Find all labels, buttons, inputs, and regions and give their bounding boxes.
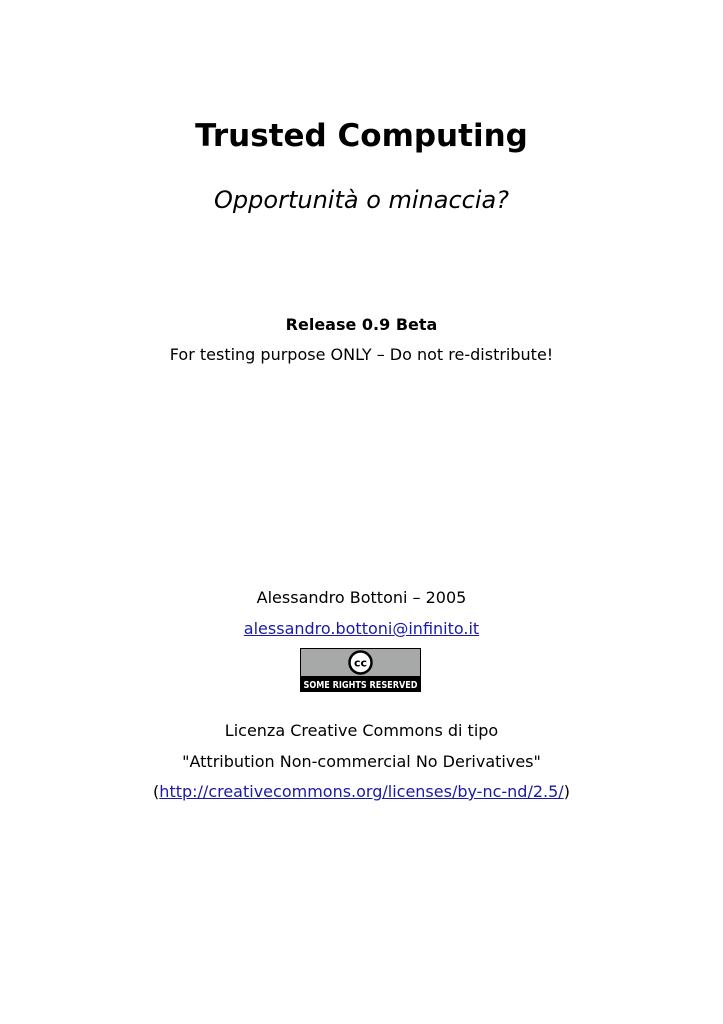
creative-commons-badge[interactable]: [300, 648, 421, 692]
release-label: Release 0.9 Beta: [285, 315, 438, 334]
email-line: [0, 617, 723, 641]
document-title: Trusted Computing: [195, 118, 528, 154]
author-line: Alessandro Bottoni – 2005: [256, 588, 467, 607]
license-paren-open: (: [153, 782, 160, 801]
email-link[interactable]: alessandro.bottoni@infinito.it: [243, 619, 480, 638]
cc-logo-icon: [350, 652, 372, 674]
testing-notice: For testing purpose ONLY – Do not re-distribute!: [169, 345, 554, 364]
document-subtitle: Opportunità o minaccia?: [214, 186, 509, 214]
badge-text: SOME RIGHTS RESERVED: [303, 680, 418, 691]
license-line-2: "Attribution Non-commercial No Derivatives": [182, 752, 541, 771]
license-line-3: [0, 780, 723, 804]
cc-symbol-text: cc: [353, 656, 368, 670]
license-paren-close: ): [563, 782, 570, 801]
license-url-link[interactable]: http://creativecommons.org/licenses/by-nc-nd/2.5/: [159, 782, 564, 801]
license-line-1: Licenza Creative Commons di tipo: [224, 721, 499, 740]
